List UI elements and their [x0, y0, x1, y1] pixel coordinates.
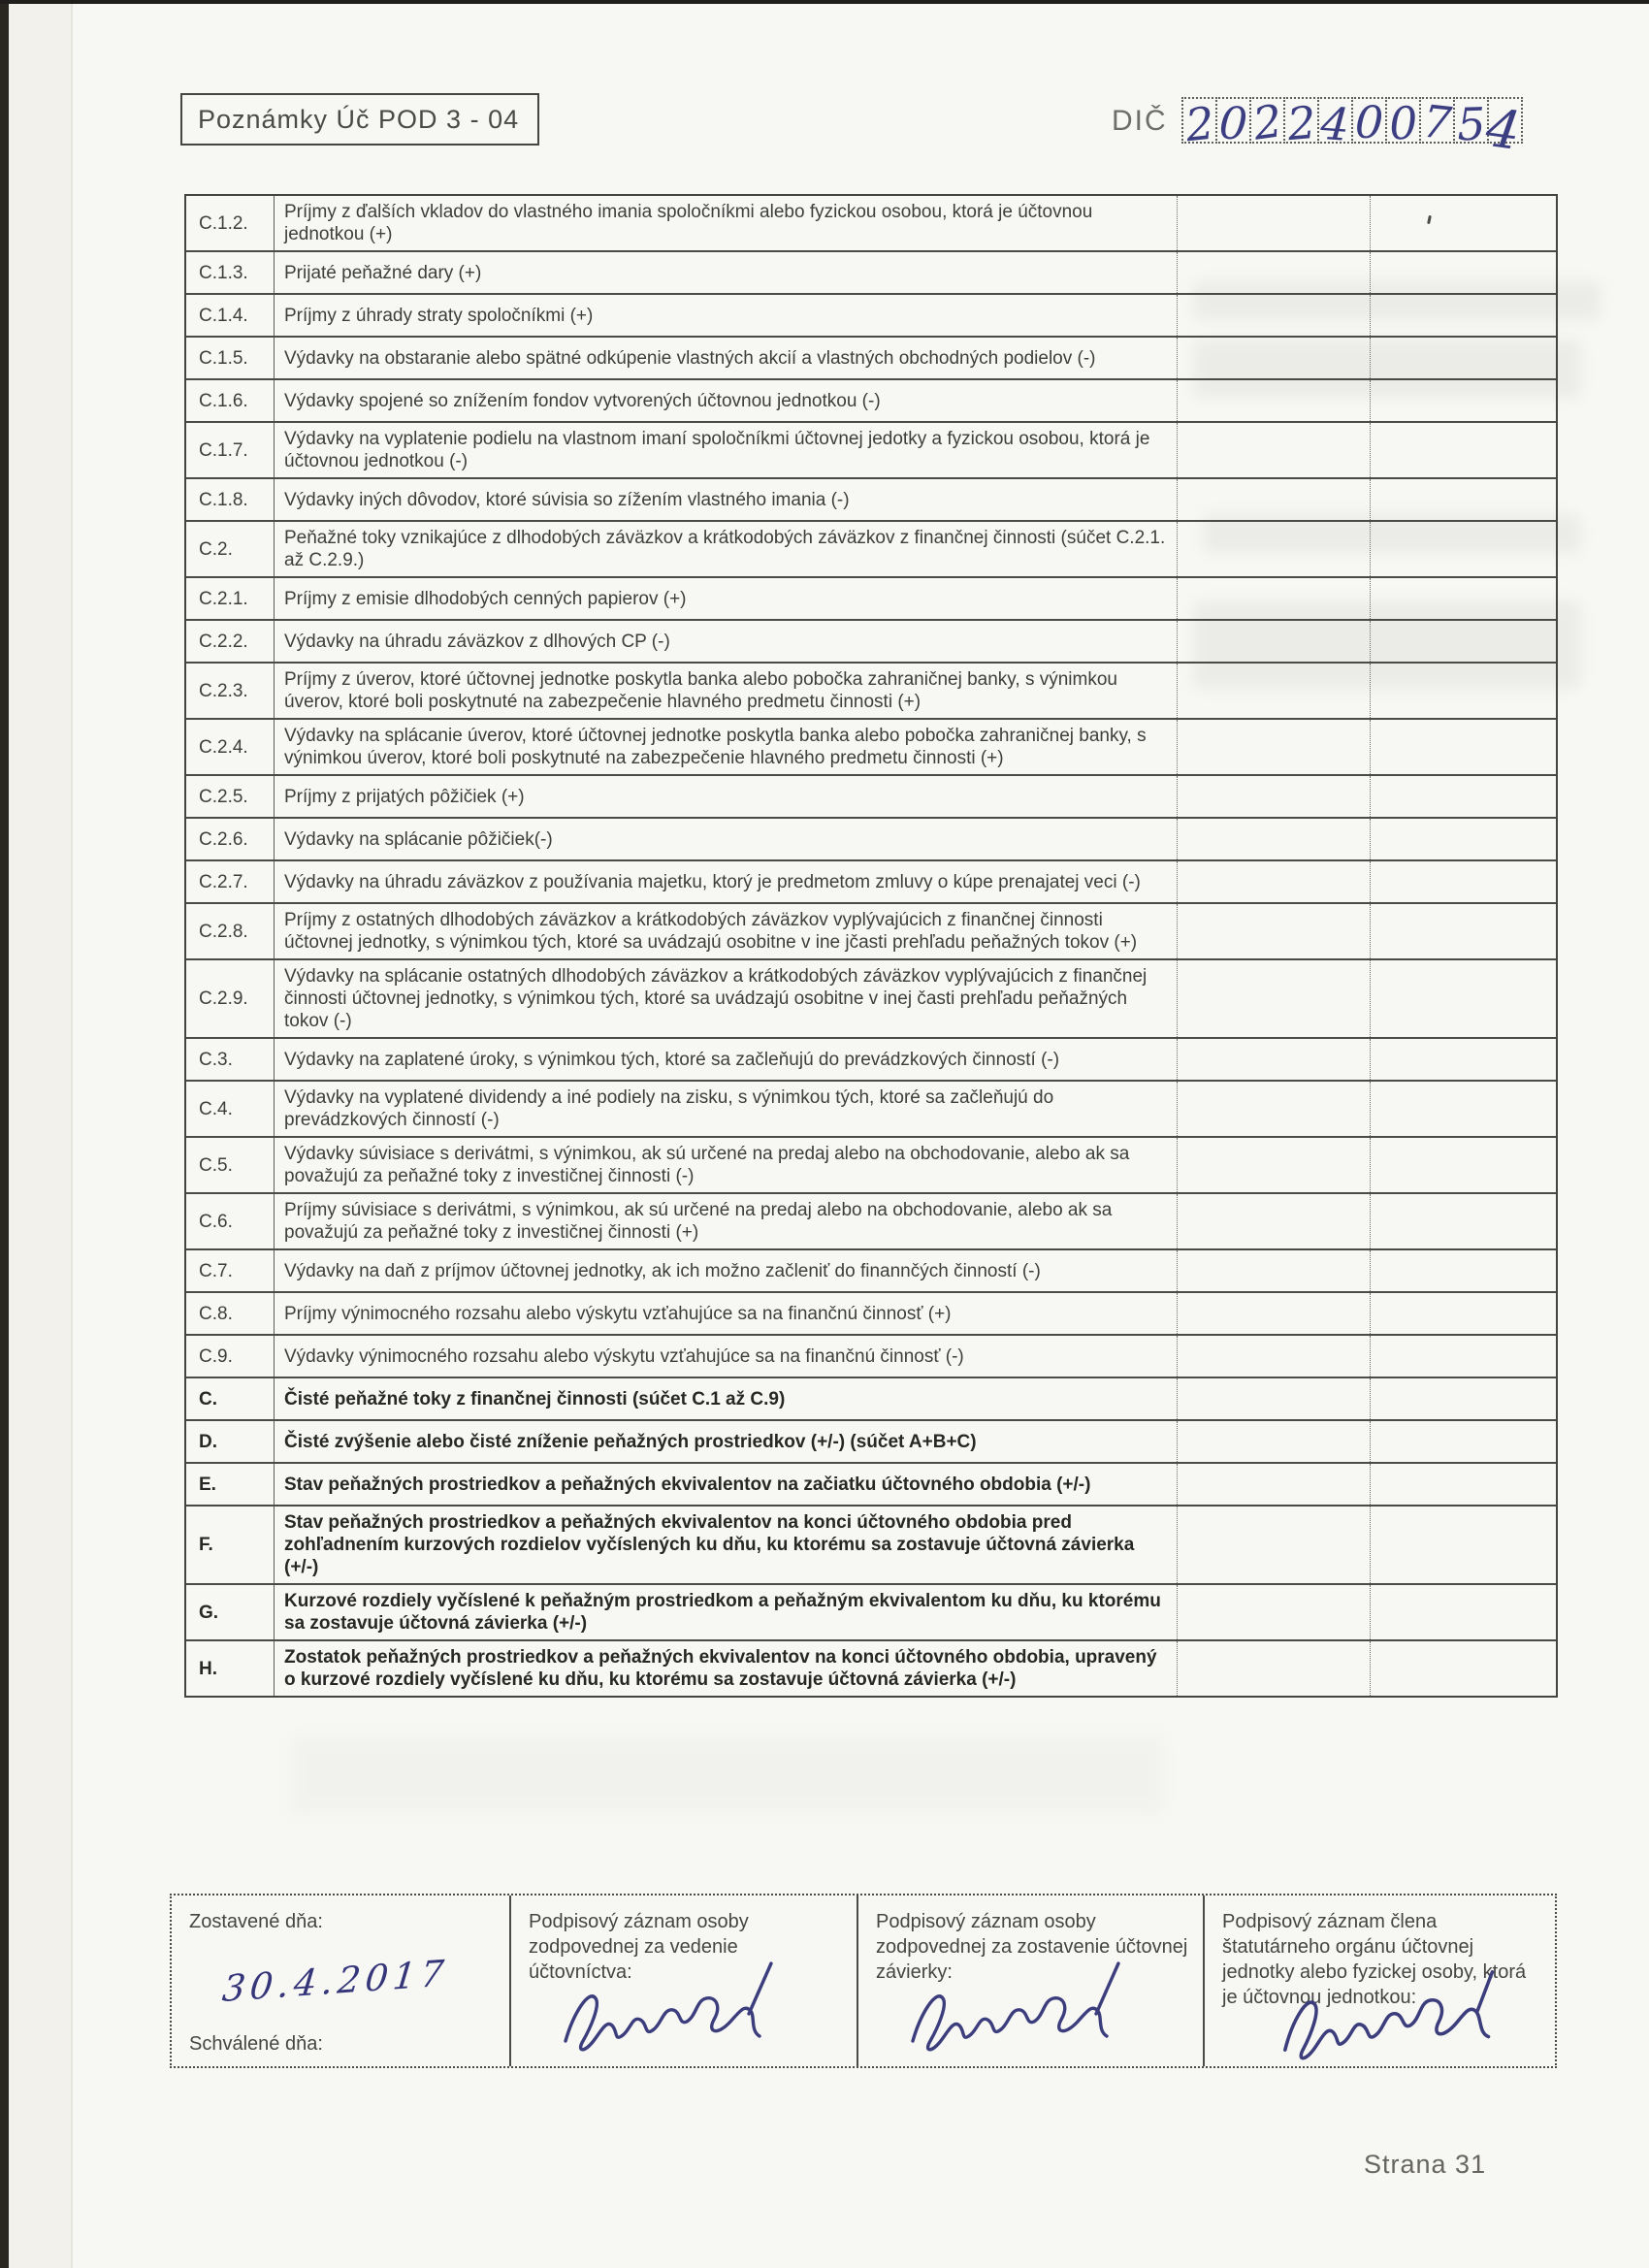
row-description: Výdavky na zaplatené úroky, s výnimkou tých, ktoré sa začleňujú do prevádzkových činností (-) — [274, 1039, 1177, 1080]
table-row — [186, 621, 1556, 664]
row-value-cell-1 — [1177, 1421, 1370, 1462]
row-description: Výdavky na daň z príjmov účtovnej jednotky, ak ich možno začleniť do finannčých činností (-) — [274, 1250, 1177, 1291]
row-code: C.4. — [199, 1098, 233, 1119]
handwritten-signature — [1266, 1960, 1521, 2070]
dic-box — [1482, 96, 1525, 162]
row-value-cell-1 — [1177, 664, 1370, 718]
table-row — [186, 861, 1556, 904]
row-description: Výdavky súvisiace s derivátmi, s výnimkou, ak sú určené na predaj alebo na obchodovanie, alebo ak sa považujú za peňažné toky z investičnej činnosti (-) — [274, 1138, 1177, 1192]
handwritten-dic-digit: 0 — [1216, 96, 1249, 150]
row-description: Prijaté peňažné dary (+) — [274, 252, 1177, 293]
row-description: Príjmy z prijatých pôžičiek (+) — [274, 776, 1177, 817]
row-value-cell-1 — [1177, 196, 1370, 250]
row-value-cell-1 — [1177, 1293, 1370, 1334]
table-row — [186, 295, 1556, 338]
row-code: H. — [199, 1658, 217, 1679]
row-code: G. — [199, 1602, 219, 1623]
table-row — [186, 1138, 1556, 1194]
row-description: Výdavky iných dôvodov, ktoré súvisia so zížením vlastného imania (-) — [274, 479, 1177, 520]
row-value-cell-1 — [1177, 1464, 1370, 1505]
row-code: C.1.4. — [199, 305, 248, 326]
row-code: C.1.3. — [199, 262, 248, 283]
row-code: C.9. — [199, 1345, 233, 1367]
row-value-cell-2 — [1370, 1585, 1556, 1639]
dates-box — [172, 1895, 509, 2066]
row-value-cell-1 — [1177, 423, 1370, 477]
handwritten-dic-digit: 2 — [1249, 94, 1285, 150]
row-value-cell-2 — [1370, 1464, 1556, 1505]
row-description: Príjmy z emisie dlhodobých cenných papierov (+) — [274, 578, 1177, 619]
row-code: C.2.7. — [199, 871, 248, 892]
table-row — [186, 1194, 1556, 1250]
row-description: Príjmy z ostatných dlhodobých záväzkov a krátkodobých záväzkov vyplývajúcich z finančnej činnosti účtovnej jednotky, s výnimkou tých, ktoré sa uvádzajú osobitne v ine jčasti prehľadu peňažných tokov (+) — [274, 904, 1177, 958]
row-description: Výdavky na úhradu záväzkov z dlhových CP (-) — [274, 621, 1177, 662]
row-code: C.2.3. — [199, 680, 248, 701]
handwritten-dic-digit: 4 — [1482, 96, 1525, 162]
row-code: C.2.9. — [199, 988, 248, 1009]
row-code: C.8. — [199, 1303, 233, 1324]
row-value-cell-1 — [1177, 1250, 1370, 1291]
table-row — [186, 960, 1556, 1039]
row-code: C.1.5. — [199, 347, 248, 369]
row-description: Výdavky na úhradu záväzkov z používania majetku, ktorý je predmetom zmluvy o kúpe prenajatej veci (-) — [274, 861, 1177, 902]
table-row — [186, 904, 1556, 960]
row-code: C.1.2. — [199, 212, 248, 234]
table-row — [186, 578, 1556, 621]
row-code: F. — [199, 1535, 213, 1555]
row-description: Stav peňažných prostriedkov a peňažných ekvivalentov na začiatku účtovného obdobia (+/-) — [274, 1464, 1177, 1505]
row-code: C.5. — [199, 1154, 233, 1176]
dic-label: DIČ — [1112, 105, 1168, 137]
row-value-cell-1 — [1177, 1585, 1370, 1639]
row-value-cell-1 — [1177, 479, 1370, 520]
bleed-through-artifact — [291, 1736, 1164, 1814]
table-row — [186, 380, 1556, 423]
signature-box-accounting — [509, 1895, 857, 2066]
row-description: Výdavky na splácanie úverov, ktoré účtovnej jednotke poskytla banka alebo pobočka zahraničnej banky, s výnimkou úverov, ktoré boli poskytnuté na zabezpečenie hlavného predmetu činnosti (+) — [274, 720, 1177, 774]
row-value-cell-2 — [1370, 819, 1556, 859]
approved-date-label: Schválené dňa: — [189, 2033, 323, 2055]
page-fold-line — [71, 4, 73, 2268]
row-description: Výdavky na splácanie pôžičiek(-) — [274, 819, 1177, 859]
row-code: C.2.2. — [199, 631, 248, 652]
row-description: Výdavky spojené so znížením fondov vytvorených účtovnou jednotkou (-) — [274, 380, 1177, 421]
dic-box — [1181, 96, 1217, 152]
row-description: Stav peňažných prostriedkov a peňažných ekvivalentov na konci účtovného obdobia pred zohľadnením kurzových rozdielov vyčíslených ku dňu, ku ktorému sa zostavuje účtovná závierka (+/-) — [274, 1507, 1177, 1583]
row-value-cell-2 — [1370, 338, 1556, 378]
dic-box — [1351, 95, 1387, 149]
row-code: C.2.6. — [199, 828, 248, 850]
row-value-cell-1 — [1177, 1138, 1370, 1192]
table-row — [186, 664, 1556, 720]
page-margin-strip — [9, 4, 71, 2268]
row-description: Peňažné toky vznikajúce z dlhodobých záväzkov a krátkodobých záväzkov z finančnej činnosti (súčet C.2.1. až C.2.9.) — [274, 522, 1177, 576]
row-description: Čisté peňažné toky z finančnej činnosti (súčet C.1 až C.9) — [274, 1378, 1177, 1419]
scan-edge-left — [0, 0, 9, 2268]
row-value-cell-2 — [1370, 1507, 1556, 1583]
dic-box — [1385, 96, 1421, 150]
form-title-box — [180, 93, 539, 146]
table-row — [186, 1378, 1556, 1421]
row-value-cell-2 — [1370, 423, 1556, 477]
row-description: Príjmy z ďalších vkladov do vlastného imania spoločníkmi alebo fyzickou osobou, ktorá je účtovnou jednotkou (+) — [274, 196, 1177, 250]
row-value-cell-2 — [1370, 1039, 1556, 1080]
row-value-cell-1 — [1177, 720, 1370, 774]
row-code: C.2.5. — [199, 786, 248, 807]
signature-box-label: Podpisový záznam osoby zodpovednej za vedenie účtovníctva: — [529, 1911, 749, 1983]
row-value-cell-2 — [1370, 380, 1556, 421]
row-value-cell-2 — [1370, 196, 1556, 250]
row-description: Príjmy z úhrady straty spoločníkmi (+) — [274, 295, 1177, 336]
signature-box-label: Podpisový záznam osoby zodpovednej za zostavenie účtovnej závierky: — [876, 1911, 1188, 1983]
page-number: Strana 31 — [1364, 2150, 1487, 2179]
signature-box-label: Podpisový záznam člena štatutárneho orgánu účtovnej jednotky alebo fyzickej osoby, ktorá je účtovnou jednotkou: — [1222, 1911, 1527, 2008]
table-row — [186, 522, 1556, 578]
table-row — [186, 1293, 1556, 1336]
row-code: C.2.1. — [199, 588, 248, 609]
handwritten-dic-digit: 0 — [1353, 95, 1384, 149]
row-description: Čisté zvýšenie alebo čisté zníženie peňažných prostriedkov (+/-) (súčet A+B+C) — [274, 1421, 1177, 1462]
row-value-cell-1 — [1177, 522, 1370, 576]
table-row — [186, 1250, 1556, 1293]
handwritten-dic-digit: 5 — [1455, 97, 1486, 151]
handwritten-dic-digit: 7 — [1419, 94, 1454, 150]
compiled-date-label: Zostavené dňa: — [189, 1911, 323, 1932]
dic-box — [1317, 97, 1353, 151]
row-value-cell-2 — [1370, 861, 1556, 902]
row-value-cell-2 — [1370, 664, 1556, 718]
table-row — [186, 1585, 1556, 1641]
handwritten-signature — [550, 1960, 792, 2064]
table-row — [186, 1421, 1556, 1464]
table-row — [186, 338, 1556, 380]
dic-box — [1249, 94, 1285, 150]
row-value-cell-1 — [1177, 621, 1370, 662]
row-description: Výdavky na obstaranie alebo spätné odkúpenie vlastných akcií a vlastných obchodných podielov (-) — [274, 338, 1177, 378]
row-code: C.1.8. — [199, 489, 248, 510]
row-code: C.6. — [199, 1211, 233, 1232]
row-value-cell-2 — [1370, 1421, 1556, 1462]
table-row — [186, 1641, 1556, 1696]
row-description: Príjmy výnimocného rozsahu alebo výskytu vzťahujúce sa na finančnú činnosť (+) — [274, 1293, 1177, 1334]
row-value-cell-1 — [1177, 776, 1370, 817]
row-code: C.2.8. — [199, 921, 248, 942]
table-row — [186, 1507, 1556, 1585]
row-value-cell-2 — [1370, 1194, 1556, 1248]
row-value-cell-1 — [1177, 1336, 1370, 1377]
row-description: Príjmy z úverov, ktoré účtovnej jednotke poskytla banka alebo pobočka zahraničnej banky, s výnimkou úverov, ktoré boli poskytnuté na zabezpečenie hlavného predmetu činnosti (+) — [274, 664, 1177, 718]
row-value-cell-2 — [1370, 1138, 1556, 1192]
signature-box-financial-statements — [857, 1895, 1203, 2066]
row-value-cell-1 — [1177, 960, 1370, 1037]
row-value-cell-2 — [1370, 1082, 1556, 1136]
table-row — [186, 720, 1556, 776]
row-value-cell-1 — [1177, 380, 1370, 421]
row-code: C.2. — [199, 538, 233, 560]
handwritten-signature — [897, 1960, 1140, 2064]
row-value-cell-1 — [1177, 1378, 1370, 1419]
scan-edge-top — [0, 0, 1649, 4]
row-code: E. — [199, 1474, 216, 1495]
row-code: C.7. — [199, 1260, 233, 1281]
row-value-cell-1 — [1177, 1082, 1370, 1136]
row-code: D. — [199, 1431, 217, 1452]
row-description: Príjmy súvisiace s derivátmi, s výnimkou, ak sú určené na predaj alebo na obchodovanie, alebo ak sa považujú za peňažné toky z investičnej činnosti (+) — [274, 1194, 1177, 1248]
dic-box — [1453, 97, 1489, 151]
row-value-cell-2 — [1370, 720, 1556, 774]
table-row — [186, 1082, 1556, 1138]
row-value-cell-1 — [1177, 338, 1370, 378]
row-value-cell-2 — [1370, 479, 1556, 520]
handwritten-dic-digit: 2 — [1284, 95, 1318, 151]
row-value-cell-1 — [1177, 252, 1370, 293]
signature-box-statutory-body — [1203, 1895, 1555, 2066]
row-value-cell-1 — [1177, 1039, 1370, 1080]
handwritten-dic-digit: 0 — [1387, 96, 1419, 150]
table-row — [186, 423, 1556, 479]
row-code: C.1.6. — [199, 390, 248, 411]
row-value-cell-1 — [1177, 1507, 1370, 1583]
row-value-cell-2 — [1370, 1336, 1556, 1377]
row-description: Kurzové rozdiely vyčíslené k peňažným prostriedkom a peňažným ekvivalentom ku dňu, ku ktorému sa zostavuje účtovná závierka (+/-) — [274, 1585, 1177, 1639]
row-value-cell-1 — [1177, 861, 1370, 902]
signature-section — [170, 1894, 1557, 2068]
dic-box — [1419, 94, 1455, 150]
row-code: C. — [199, 1388, 217, 1409]
row-value-cell-2 — [1370, 1293, 1556, 1334]
row-description: Zostatok peňažných prostriedkov a peňažných ekvivalentov na konci účtovného obdobia, upravený o kurzové rozdiely vyčíslené ku dňu, ku ktorému sa zostavuje účtovná závierka (+/-) — [274, 1641, 1177, 1696]
row-value-cell-2 — [1370, 621, 1556, 662]
table-row — [186, 776, 1556, 819]
table-row — [186, 819, 1556, 861]
table-row — [186, 1464, 1556, 1507]
dic-field — [1112, 94, 1525, 162]
form-title: Poznámky Úč POD 3 - 04 — [198, 104, 520, 134]
handwritten-dic-digit: 2 — [1182, 96, 1216, 152]
row-code: C.3. — [199, 1049, 233, 1070]
table-row — [186, 196, 1556, 252]
row-description: Výdavky výnimocného rozsahu alebo výskytu vzťahujúce sa na finančnú činnosť (-) — [274, 1336, 1177, 1377]
row-value-cell-2 — [1370, 252, 1556, 293]
table-row — [186, 1039, 1556, 1082]
row-value-cell-1 — [1177, 578, 1370, 619]
dic-box — [1215, 96, 1251, 150]
handwritten-dic-digit: 4 — [1318, 97, 1351, 151]
row-value-cell-1 — [1177, 1194, 1370, 1248]
row-value-cell-2 — [1370, 578, 1556, 619]
row-value-cell-2 — [1370, 1378, 1556, 1419]
row-description: Výdavky na splácanie ostatných dlhodobých záväzkov a krátkodobých záväzkov vyplývajúcich z finančnej činnosti účtovnej jednotky, s výnimkou tých, ktoré sa uvádzajú osobitne v inej časti prehľadu peňažných tokov (-) — [274, 960, 1177, 1037]
row-value-cell-1 — [1177, 1641, 1370, 1696]
dic-boxes — [1182, 94, 1525, 162]
row-value-cell-2 — [1370, 1641, 1556, 1696]
row-value-cell-2 — [1370, 904, 1556, 958]
dic-box — [1283, 95, 1319, 151]
row-value-cell-2 — [1370, 776, 1556, 817]
cash-flow-table — [184, 194, 1558, 1698]
row-value-cell-2 — [1370, 522, 1556, 576]
row-value-cell-2 — [1370, 1250, 1556, 1291]
row-value-cell-1 — [1177, 295, 1370, 336]
row-code: C.2.4. — [199, 736, 248, 758]
row-value-cell-2 — [1370, 960, 1556, 1037]
row-value-cell-2 — [1370, 295, 1556, 336]
row-code: C.1.7. — [199, 439, 248, 461]
table-row — [186, 479, 1556, 522]
row-value-cell-1 — [1177, 819, 1370, 859]
row-description: Výdavky na vyplatenie podielu na vlastnom imaní spoločníkmi účtovnej jedotky a fyzickou osobou, ktorá je účtovnou jednotkou (-) — [274, 423, 1177, 477]
row-value-cell-1 — [1177, 904, 1370, 958]
row-description: Výdavky na vyplatené dividendy a iné podiely na zisku, s výnimkou tých, ktoré sa začleňujú do prevádzkových činností (-) — [274, 1082, 1177, 1136]
table-row — [186, 252, 1556, 295]
table-row — [186, 1336, 1556, 1378]
handwritten-compiled-date: 30.4.2017 — [220, 1952, 451, 2011]
